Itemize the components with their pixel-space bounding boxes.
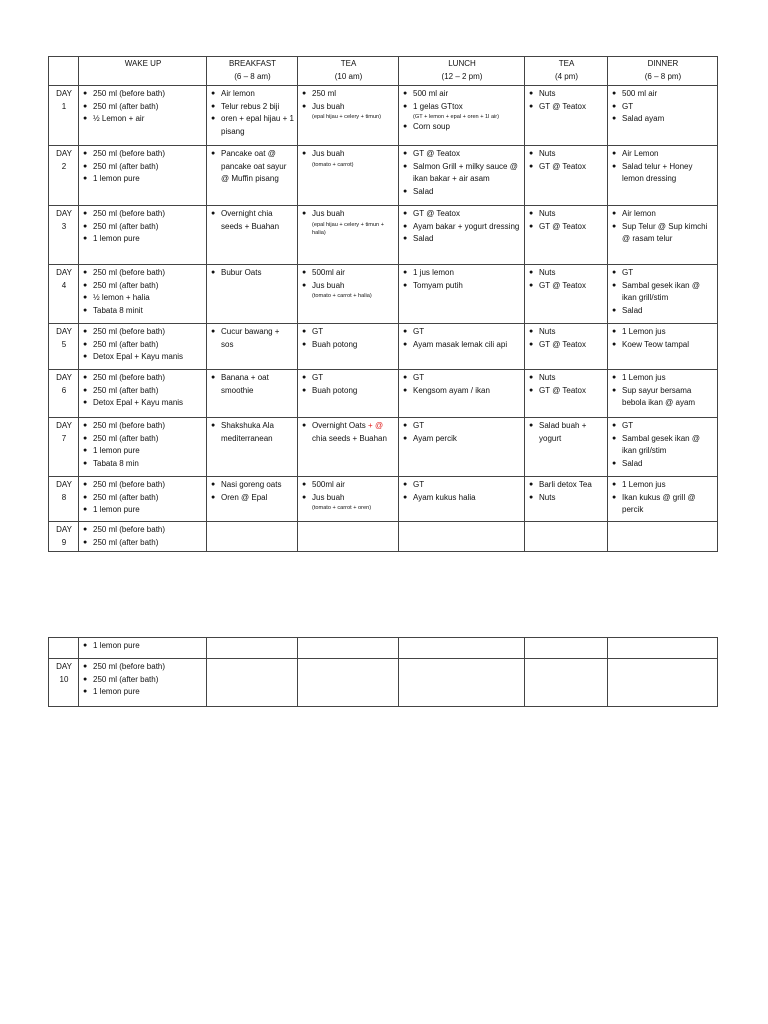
list-item: ● Overnight Oats + @ chia seeds + Buahan xyxy=(302,420,395,445)
list-item: ● Detox Epal + Kayu manis xyxy=(83,397,203,410)
wake-up-cell xyxy=(79,370,207,418)
list-item: ● Buah potong xyxy=(302,339,395,352)
tea-morning-cell xyxy=(298,265,399,324)
day-cell: DAY 9 xyxy=(49,522,79,552)
tea-morning-cell xyxy=(298,418,399,477)
list-item: ● 250 ml xyxy=(302,88,395,101)
dinner-cell xyxy=(608,522,718,552)
table-row xyxy=(49,418,718,477)
tea-morning-cell xyxy=(298,324,399,370)
list-item: ● Nuts xyxy=(529,267,604,280)
list-item: ● GT xyxy=(302,326,395,339)
list-item: ● Corn soup xyxy=(403,121,521,134)
empty-cell xyxy=(399,638,525,659)
list-item: ● Salad buah + yogurt xyxy=(529,420,604,445)
list-item: ● Pancake oat @ pancake oat sayur @ Muffin pisang xyxy=(211,148,294,186)
breakfast-cell xyxy=(207,86,298,146)
list-item: ● Jus buah (epal hijau + celery + timun + halia) xyxy=(302,208,395,237)
list-item: ● 1 Lemon jus xyxy=(612,479,714,492)
wake-up-cell xyxy=(79,324,207,370)
list-item: ● GT xyxy=(403,372,521,385)
table-row xyxy=(49,522,718,552)
list-item: ● Buah potong xyxy=(302,385,395,398)
list-item: ● Jus buah (epal hijau + celery + timun) xyxy=(302,101,395,122)
wake-up-cell xyxy=(79,477,207,522)
list-item: ● 1 gelas GTtox (GT + lemon + epal + oren + 1l air) xyxy=(403,101,521,122)
header-wake-up: WAKE UP xyxy=(79,57,207,86)
table-row xyxy=(49,86,718,146)
list-item: ● GT xyxy=(403,479,521,492)
list-item: ● GT xyxy=(612,267,714,280)
tea-afternoon-cell xyxy=(525,477,608,522)
list-item: ● 250 ml (after bath) xyxy=(83,161,203,174)
list-item: ● 1 Lemon jus xyxy=(612,326,714,339)
list-item: ● Ikan kukus @ grill @ percik xyxy=(612,492,714,517)
lunch-cell xyxy=(399,146,525,206)
list-item: ● 1 lemon pure xyxy=(83,233,203,246)
dinner-cell xyxy=(608,370,718,418)
header-dinner: DINNER (6 – 8 pm) xyxy=(608,57,718,86)
lunch-cell xyxy=(399,522,525,552)
table-row xyxy=(49,206,718,265)
header-breakfast: BREAKFAST (6 – 8 am) xyxy=(207,57,298,86)
list-item: ● GT @ Teatox xyxy=(529,161,604,174)
tea-morning-cell xyxy=(298,146,399,206)
list-item: ● GT @ Teatox xyxy=(529,221,604,234)
list-item: ● GT xyxy=(302,372,395,385)
day-cell: DAY 8 xyxy=(49,477,79,522)
list-item: ● 1 lemon pure xyxy=(83,686,203,699)
list-item: ● ½ lemon + halia xyxy=(83,292,203,305)
list-item: ● GT @ Teatox xyxy=(529,101,604,114)
list-item: ● Kengsom ayam / ikan xyxy=(403,385,521,398)
dinner-cell xyxy=(608,265,718,324)
list-item: ● Oren @ Epal xyxy=(211,492,294,505)
list-item: ● 500 ml air xyxy=(403,88,521,101)
wake-up-cell xyxy=(79,265,207,324)
empty-cell xyxy=(608,659,718,707)
list-item: ● 250 ml (after bath) xyxy=(83,433,203,446)
list-item: ● Jus buah (tomato + carrot + halia) xyxy=(302,280,395,301)
list-item: ● Cucur bawang + sos xyxy=(211,326,294,351)
list-item: ● Detox Epal + Kayu manis xyxy=(83,351,203,364)
tea-morning-cell xyxy=(298,370,399,418)
header-row xyxy=(49,57,718,86)
day-cell: DAY 3 xyxy=(49,206,79,265)
list-item: ● 250 ml (after bath) xyxy=(83,492,203,505)
tea-morning-cell xyxy=(298,86,399,146)
list-item: ● 250 ml (after bath) xyxy=(83,674,203,687)
breakfast-cell xyxy=(207,206,298,265)
tea-afternoon-cell xyxy=(525,265,608,324)
dinner-cell xyxy=(608,418,718,477)
list-item: ● Salad xyxy=(612,305,714,318)
list-item: ● 1 lemon pure xyxy=(83,504,203,517)
list-item: ● GT @ Teatox xyxy=(529,385,604,398)
list-item: ● 1 Lemon jus xyxy=(612,372,714,385)
breakfast-cell xyxy=(207,370,298,418)
tea-afternoon-cell xyxy=(525,146,608,206)
day-cell: DAY 4 xyxy=(49,265,79,324)
breakfast-cell xyxy=(207,477,298,522)
list-item: ● Ayam bakar + yogurt dressing xyxy=(403,221,521,234)
list-item: ● 250 ml (after bath) xyxy=(83,280,203,293)
list-item: ● Nuts xyxy=(529,372,604,385)
lunch-cell xyxy=(399,324,525,370)
lunch-cell xyxy=(399,265,525,324)
list-item: ● Tabata 8 minit xyxy=(83,305,203,318)
list-item: ● Overnight chia seeds + Buahan xyxy=(211,208,294,233)
day-cell: DAY 6 xyxy=(49,370,79,418)
day-cell: DAY 5 xyxy=(49,324,79,370)
table-row xyxy=(49,477,718,522)
list-item: ● Air lemon xyxy=(612,208,714,221)
dinner-cell xyxy=(608,86,718,146)
list-item: ● 250 ml (before bath) xyxy=(83,524,203,537)
list-item: ● 1 jus lemon xyxy=(403,267,521,280)
list-item: ● GT @ Teatox xyxy=(529,339,604,352)
breakfast-cell xyxy=(207,324,298,370)
dinner-cell xyxy=(608,324,718,370)
list-item: ● Tomyam putih xyxy=(403,280,521,293)
wake-up-cell xyxy=(79,638,207,659)
list-item: ● Sambal gesek ikan @ ikan grill/stim xyxy=(612,280,714,305)
meal-plan-table-continued xyxy=(48,637,718,707)
list-item: ● Salad xyxy=(403,186,521,199)
list-item: ● 250 ml (before bath) xyxy=(83,479,203,492)
list-item: ● Nuts xyxy=(529,148,604,161)
tea-afternoon-cell xyxy=(525,522,608,552)
tea-afternoon-cell xyxy=(525,418,608,477)
list-item: ● Salad xyxy=(403,233,521,246)
day-cell: DAY 10 xyxy=(49,659,79,707)
table-row xyxy=(49,146,718,206)
empty-cell xyxy=(298,659,399,707)
list-item: ● 250 ml (after bath) xyxy=(83,385,203,398)
header-tea-morning: TEA (10 am) xyxy=(298,57,399,86)
list-item: ● Ayam masak lemak cili api xyxy=(403,339,521,352)
list-item: ● GT xyxy=(612,101,714,114)
tea-morning-cell xyxy=(298,477,399,522)
list-item: ● 250 ml (before bath) xyxy=(83,326,203,339)
tea-afternoon-cell xyxy=(525,324,608,370)
day-cell xyxy=(49,638,79,659)
table-row xyxy=(49,265,718,324)
list-item: ● ½ Lemon + air xyxy=(83,113,203,126)
table-row xyxy=(49,638,718,659)
dinner-cell xyxy=(608,146,718,206)
list-item: ● 1 lemon pure xyxy=(83,445,203,458)
header-tea-afternoon: TEA (4 pm) xyxy=(525,57,608,86)
breakfast-cell xyxy=(207,522,298,552)
list-item: ● Sup Telur @ Sup kimchi @ rasam telur xyxy=(612,221,714,246)
tea-morning-cell xyxy=(298,522,399,552)
table-row xyxy=(49,370,718,418)
breakfast-cell xyxy=(207,146,298,206)
list-item: ● Tabata 8 min xyxy=(83,458,203,471)
lunch-cell xyxy=(399,370,525,418)
tea-afternoon-cell xyxy=(525,86,608,146)
list-item: ● Salad xyxy=(612,458,714,471)
list-item: ● Nasi goreng oats xyxy=(211,479,294,492)
list-item: ● Salmon Grill + milky sauce @ ikan bakar + air asam xyxy=(403,161,521,186)
empty-cell xyxy=(608,638,718,659)
list-item: ● 250 ml (before bath) xyxy=(83,148,203,161)
list-item: ● Nuts xyxy=(529,208,604,221)
list-item: ● Jus buah (tomato + carrot + oren) xyxy=(302,492,395,513)
lunch-cell xyxy=(399,418,525,477)
list-item: ● Ayam kukus halia xyxy=(403,492,521,505)
list-item: ● 500ml air xyxy=(302,267,395,280)
breakfast-cell xyxy=(207,418,298,477)
list-item: ● 250 ml (after bath) xyxy=(83,339,203,352)
list-item: ● Koew Teow tampal xyxy=(612,339,714,352)
breakfast-cell xyxy=(207,265,298,324)
list-item: ● GT xyxy=(612,420,714,433)
list-item: ● Salad ayam xyxy=(612,113,714,126)
list-item: ● Salad telur + Honey lemon dressing xyxy=(612,161,714,186)
wake-up-cell xyxy=(79,206,207,265)
day-cell: DAY 1 xyxy=(49,86,79,146)
list-item: ● GT @ Teatox xyxy=(529,280,604,293)
list-item: ● 1 lemon pure xyxy=(83,173,203,186)
list-item: ● 250 ml (before bath) xyxy=(83,372,203,385)
empty-cell xyxy=(525,659,608,707)
list-item: ● Air Lemon xyxy=(612,148,714,161)
empty-cell xyxy=(298,638,399,659)
wake-up-cell xyxy=(79,418,207,477)
list-item: ● Ayam percik xyxy=(403,433,521,446)
table-row xyxy=(49,324,718,370)
list-item: ● 250 ml (before bath) xyxy=(83,267,203,280)
list-item: ● Bubur Oats xyxy=(211,267,294,280)
list-item: ● Sambal gesek ikan @ ikan gril/stim xyxy=(612,433,714,458)
dinner-cell xyxy=(608,477,718,522)
list-item: ● Nuts xyxy=(529,326,604,339)
header-lunch: LUNCH (12 – 2 pm) xyxy=(399,57,525,86)
list-item: ● Nuts xyxy=(529,88,604,101)
list-item: ● 250 ml (before bath) xyxy=(83,661,203,674)
tea-morning-cell xyxy=(298,206,399,265)
lunch-cell xyxy=(399,477,525,522)
wake-up-cell xyxy=(79,146,207,206)
meal-plan-table xyxy=(48,56,718,552)
list-item: ● Jus buah (tomato + carrot) xyxy=(302,148,395,169)
tea-afternoon-cell xyxy=(525,206,608,265)
header-day xyxy=(49,57,79,86)
list-item: ● 250 ml (after bath) xyxy=(83,537,203,550)
empty-cell xyxy=(399,659,525,707)
table-row xyxy=(49,659,718,707)
list-item: ● GT @ Teatox xyxy=(403,148,521,161)
empty-cell xyxy=(207,659,298,707)
list-item: ● 250 ml (after bath) xyxy=(83,101,203,114)
list-item: ● 250 ml (before bath) xyxy=(83,88,203,101)
list-item: ● Shakshuka Ala mediterranean xyxy=(211,420,294,445)
empty-cell xyxy=(207,638,298,659)
list-item: ● GT xyxy=(403,420,521,433)
list-item: ● Telur rebus 2 biji xyxy=(211,101,294,114)
lunch-cell xyxy=(399,86,525,146)
wake-up-cell xyxy=(79,86,207,146)
wake-up-cell xyxy=(79,522,207,552)
list-item: ● Air lemon xyxy=(211,88,294,101)
list-item: ● 500 ml air xyxy=(612,88,714,101)
list-item: ● GT xyxy=(403,326,521,339)
list-item: ● 250 ml (before bath) xyxy=(83,208,203,221)
list-item: ● GT @ Teatox xyxy=(403,208,521,221)
list-item: ● Nuts xyxy=(529,492,604,505)
list-item: ● 500ml air xyxy=(302,479,395,492)
day-cell: DAY 7 xyxy=(49,418,79,477)
list-item: ● Barli detox Tea xyxy=(529,479,604,492)
list-item: ● 250 ml (after bath) xyxy=(83,221,203,234)
list-item: ● 250 ml (before bath) xyxy=(83,420,203,433)
day-cell: DAY 2 xyxy=(49,146,79,206)
tea-afternoon-cell xyxy=(525,370,608,418)
list-item: ● oren + epal hijau + 1 pisang xyxy=(211,113,294,138)
wake-up-cell xyxy=(79,659,207,707)
list-item: ● 1 lemon pure xyxy=(83,640,203,653)
list-item: ● Banana + oat smoothie xyxy=(211,372,294,397)
list-item: ● Sup sayur bersama bebola ikan @ ayam xyxy=(612,385,714,410)
lunch-cell xyxy=(399,206,525,265)
dinner-cell xyxy=(608,206,718,265)
empty-cell xyxy=(525,638,608,659)
